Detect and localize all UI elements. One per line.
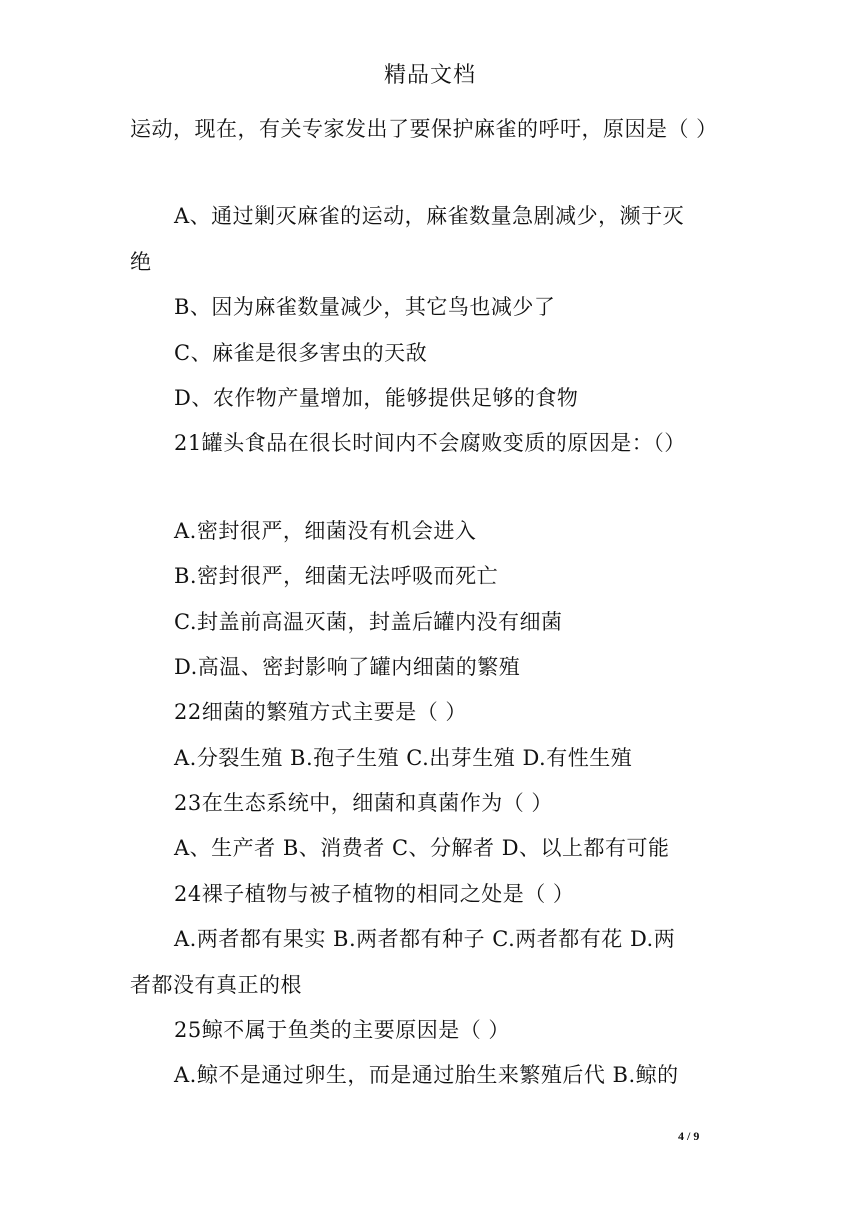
question-25: 25鲸不属于鱼类的主要原因是（ ）	[174, 1018, 510, 1043]
answer-option: C、麻雀是很多害虫的天敌	[174, 340, 428, 365]
answer-option: C.封盖前高温灭菌，封盖后罐内没有细菌	[174, 609, 563, 634]
question-21: 21罐头食品在很长时间内不会腐败变质的原因是：（）	[174, 431, 686, 456]
page-number: 4 / 9	[678, 1129, 700, 1143]
text-line: 运动，现在，有关专家发出了要保护麻雀的呼吁，原因是（ ）	[130, 117, 718, 141]
text-line-continuation: 者都没有真正的根	[130, 972, 302, 997]
answer-option: A.密封很严，细菌没有机会进入	[174, 518, 477, 543]
answer-option: A、通过剿灭麻雀的运动，麻雀数量急剧减少，濒于灭	[174, 204, 685, 229]
answer-option: B.密封很严，细菌无法呼吸而死亡	[174, 564, 499, 589]
document-header-title: 精品文档	[383, 63, 476, 88]
document-body	[130, 112, 735, 1104]
question-22: 22细菌的繁殖方式主要是（ ）	[174, 700, 467, 725]
blank-line	[130, 157, 735, 199]
answer-options-row: A、生产者 B、消费者 C、分解者 D、以上都有可能	[174, 836, 670, 861]
answer-option: A.鲸不是通过卵生，而是通过胎生来繁殖后代 B.鲸的	[174, 1063, 679, 1088]
answer-option: D、农作物产量增加，能够提供足够的食物	[174, 385, 579, 410]
question-23: 23在生态系统中，细菌和真菌作为（ ）	[174, 791, 553, 816]
answer-options-row: A.两者都有果实 B.两者都有种子 C.两者都有花 D.两	[174, 927, 676, 952]
question-24: 24裸子植物与被子植物的相同之处是（ ）	[174, 881, 575, 906]
answer-options-row: A.分裂生殖 B.孢子生殖 C.出芽生殖 D.有性生殖	[174, 745, 633, 770]
answer-option: D.高温、密封影响了罐内细菌的繁殖	[174, 654, 521, 679]
blank-line	[130, 472, 735, 514]
text-line-continuation: 绝	[130, 249, 152, 274]
answer-option: B、因为麻雀数量减少，其它鸟也减少了	[174, 295, 556, 320]
